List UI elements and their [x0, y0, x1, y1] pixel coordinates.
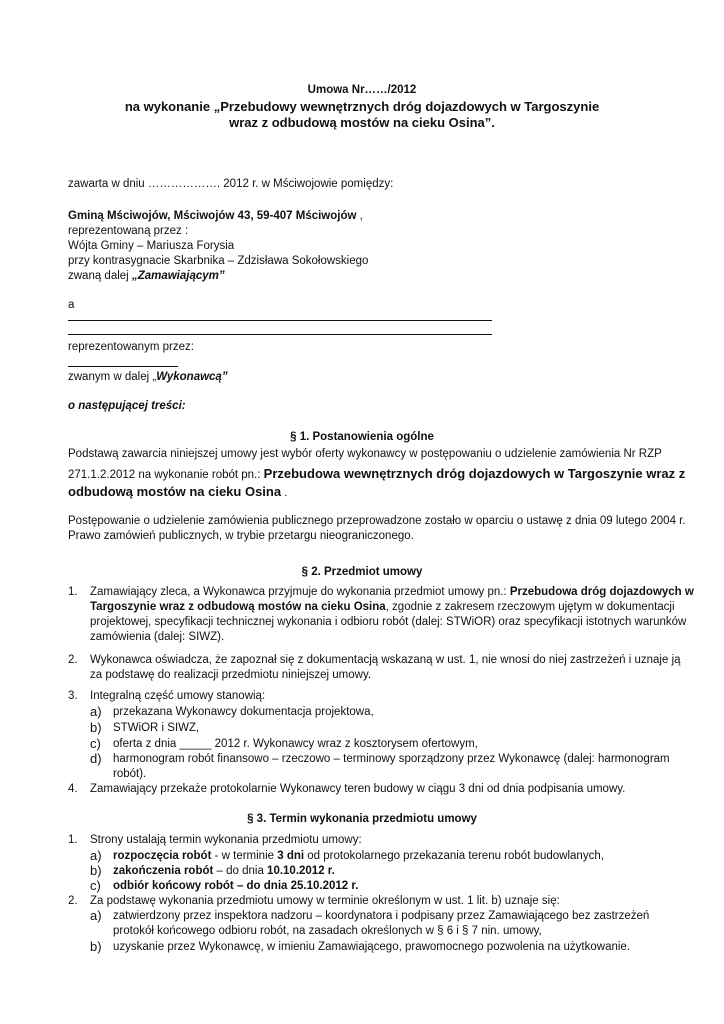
called-line — [68, 269, 225, 284]
s2-sub-d-line2: robót). — [113, 768, 147, 780]
s2-sub-c-text: oferta z dnia _____ 2012 r. Wykonawcy wraz z kosztorysem ofertowym, — [113, 738, 478, 750]
blank-line-1 — [68, 320, 492, 321]
s2-item2-number: 2. — [68, 654, 78, 666]
contract-title-line1: na wykonanie „Przebudowy wewnętrznych dróg dojazdowych w Targoszynie — [124, 99, 600, 114]
and-line: a — [68, 299, 75, 311]
s1-p1-line2 — [68, 466, 685, 483]
s2-item1-number: 1. — [68, 586, 78, 598]
s3-sub-b-letter: b) — [90, 863, 102, 878]
s3-item2-number: 2. — [68, 895, 78, 907]
concluded-line: zawarta w dniu ………………. 2012 r. w Mściwojowie pomiędzy: — [68, 178, 394, 190]
represented-by-2: reprezentowanym przez: — [68, 341, 194, 353]
section-2-heading: § 2. Przedmiot umowy — [301, 566, 423, 578]
contract-number: Umowa Nr……/2012 — [307, 84, 417, 96]
s3-sub2-b-line1: uzyskanie przez Wykonawcę, w imieniu Zamawiającego, prawomocnego pozwolenia na użytkowanie. — [113, 941, 631, 953]
section-1-heading: § 1. Postanowienia ogólne — [290, 431, 434, 443]
s3-end-label: zakończenia robót — [113, 865, 214, 877]
s3-final-text: do dnia — [246, 880, 291, 892]
s3-start-tail: od protokolarnego przekazania terenu robót budowlanych, — [304, 850, 604, 862]
called2-name: Wykonawcą” — [156, 371, 228, 383]
s3-sub2-a-line2: protokół końcowego odbioru robót, na zasadach określonych w § 6 i § 7 nin. umowy, — [113, 925, 542, 937]
s3-sub-a-letter: a) — [90, 848, 102, 863]
contract-title-line2: wraz z odbudową mostów na cieku Osina”. — [229, 115, 495, 130]
s2-sub-a-letter: a) — [90, 704, 102, 719]
party1-address: , Mściwojów 43, 59-407 Mściwojów — [167, 210, 357, 222]
blank-line-3 — [68, 366, 178, 367]
s3-final-label: odbiór końcowy robót – — [113, 880, 247, 892]
s2-item1-title2: Targoszynie wraz z odbudową mostów na cieku Osina — [90, 601, 386, 613]
s3-final-date: 25.10.2012 r. — [290, 880, 359, 892]
s2-sub-d-line1: harmonogram robót finansowo – rzeczowo – terminowy sporządzony przez Wykonawcę (dalej: harmonogram — [113, 753, 670, 765]
s2-item1-title: Przebudowa dróg dojazdowych w — [509, 586, 694, 598]
s3-sub-c-text — [113, 879, 358, 894]
s3-sub2-a-line1: zatwierdzony przez inspektora nadzoru – koordynatora i podpisany przez Zamawiającego bez zastrzeżeń — [113, 910, 650, 922]
countersign-line: przy kontrasygnacie Skarbnika – Zdzisława Sokołowskiego — [68, 255, 369, 267]
s3-item1-line1: Strony ustalają termin wykonania przedmiotu umowy: — [90, 834, 362, 846]
s1-p1-line1: Podstawą zawarcia niniejszej umowy jest wybór oferty wykonawcy w postępowaniu o udzielenie zamówienia Nr RZP — [68, 448, 662, 460]
s2-item4-line1: Zamawiający przekaże protokolarnie Wykonawcy teren budowy w ciągu 3 dni od dnia podpisania umowy. — [90, 783, 626, 795]
s2-item1-text2: , zgodnie z zakresem rzeczowym ujętym w dokumentacji — [385, 601, 675, 613]
s1-p1-line2b: Przebudowa wewnętrznych dróg dojazdowych w Targoszynie wraz z — [263, 466, 686, 481]
s2-item1-line4: zamówienia (dalej: SIWZ). — [90, 631, 225, 643]
s2-sub-d-letter: d) — [90, 751, 102, 766]
s3-item2-line1: Za podstawę wykonania przedmiotu umowy w terminie określonym w ust. 1 lit. b) uznaje się: — [90, 895, 560, 907]
s1-p1-line3b: . — [281, 487, 288, 499]
s3-sub2-b-letter: b) — [90, 939, 102, 954]
blank-line-2 — [68, 334, 492, 335]
s3-start-days: 3 dni — [277, 850, 305, 862]
s1-p1-line3a: odbudową mostów na cieku Osina — [68, 484, 282, 499]
s1-p2-line2: Prawo zamówień publicznych, w trybie przetargu nieograniczonego. — [68, 530, 414, 542]
called-line-2 — [68, 370, 228, 385]
s3-sub-c-letter: c) — [90, 878, 101, 893]
s3-end-date: 10.10.2012 r. — [267, 865, 335, 877]
s1-p2-line1: Postępowanie o udzielenie zamówienia publicznego przeprowadzone zostało w oparciu o ustawę z dnia 09 lutego 2004 r. — [68, 515, 686, 527]
s2-sub-a-text: przekazana Wykonawcy dokumentacja projektowa, — [113, 706, 374, 718]
s2-item1-line1 — [90, 585, 694, 600]
s2-sub-c-letter: c) — [90, 736, 101, 751]
s3-sub-a-text — [113, 849, 604, 864]
s3-end-text: – do dnia — [213, 865, 268, 877]
called-name: „Zamawiającym” — [131, 270, 225, 282]
s3-start-label: rozpoczęcia robót — [113, 850, 212, 862]
s2-item3-line1: Integralną część umowy stanowią: — [90, 690, 266, 702]
called-prefix: zwaną dalej — [68, 270, 132, 282]
s2-sub-b-letter: b) — [90, 720, 102, 735]
s2-item2-line2: za podstawę do realizacji przedmiotu niniejszej umowy. — [90, 669, 372, 681]
represented-by: reprezentowaną przez : — [68, 225, 189, 237]
s3-item1-number: 1. — [68, 834, 78, 846]
content-intro: o następującej treści: — [68, 400, 186, 412]
party1-name: Gminą Mściwojów — [68, 210, 168, 222]
s3-sub-b-text — [113, 864, 335, 879]
s2-item1-line2 — [90, 600, 675, 615]
party1-line — [68, 209, 363, 224]
s1-p1-line3 — [68, 484, 287, 501]
s3-start-text: - w terminie — [211, 850, 278, 862]
called2-prefix: zwanym w dalej „ — [68, 371, 157, 383]
s2-item2-line1: Wykonawca oświadcza, że zapoznał się z dokumentacją wskazaną w ust. 1, nie wnosi do niej zastrzeżeń i uznaje ją — [90, 654, 681, 666]
section-3-heading: § 3. Termin wykonania przedmiotu umowy — [247, 813, 477, 825]
s2-item4-number: 4. — [68, 783, 78, 795]
s2-sub-b-text: STWiOR i SIWZ, — [113, 722, 200, 734]
mayor-line: Wójta Gminy – Mariusza Forysia — [68, 240, 235, 252]
s2-item1-line3: projektowej, specyfikacji technicznej wykonania i odbioru robót (dalej: STWiOR) oraz specyfikacji istotnych warunków — [90, 616, 687, 628]
s2-item3-number: 3. — [68, 690, 78, 702]
party1-tail: , — [356, 210, 363, 222]
s3-sub2-a-letter: a) — [90, 908, 102, 923]
s2-item1-text: Zamawiający zleca, a Wykonawca przyjmuje do wykonania przedmiot umowy pn.: — [90, 586, 510, 598]
s1-p1-line2a: 271.1.2.2012 na wykonanie robót pn.: — [68, 469, 264, 481]
